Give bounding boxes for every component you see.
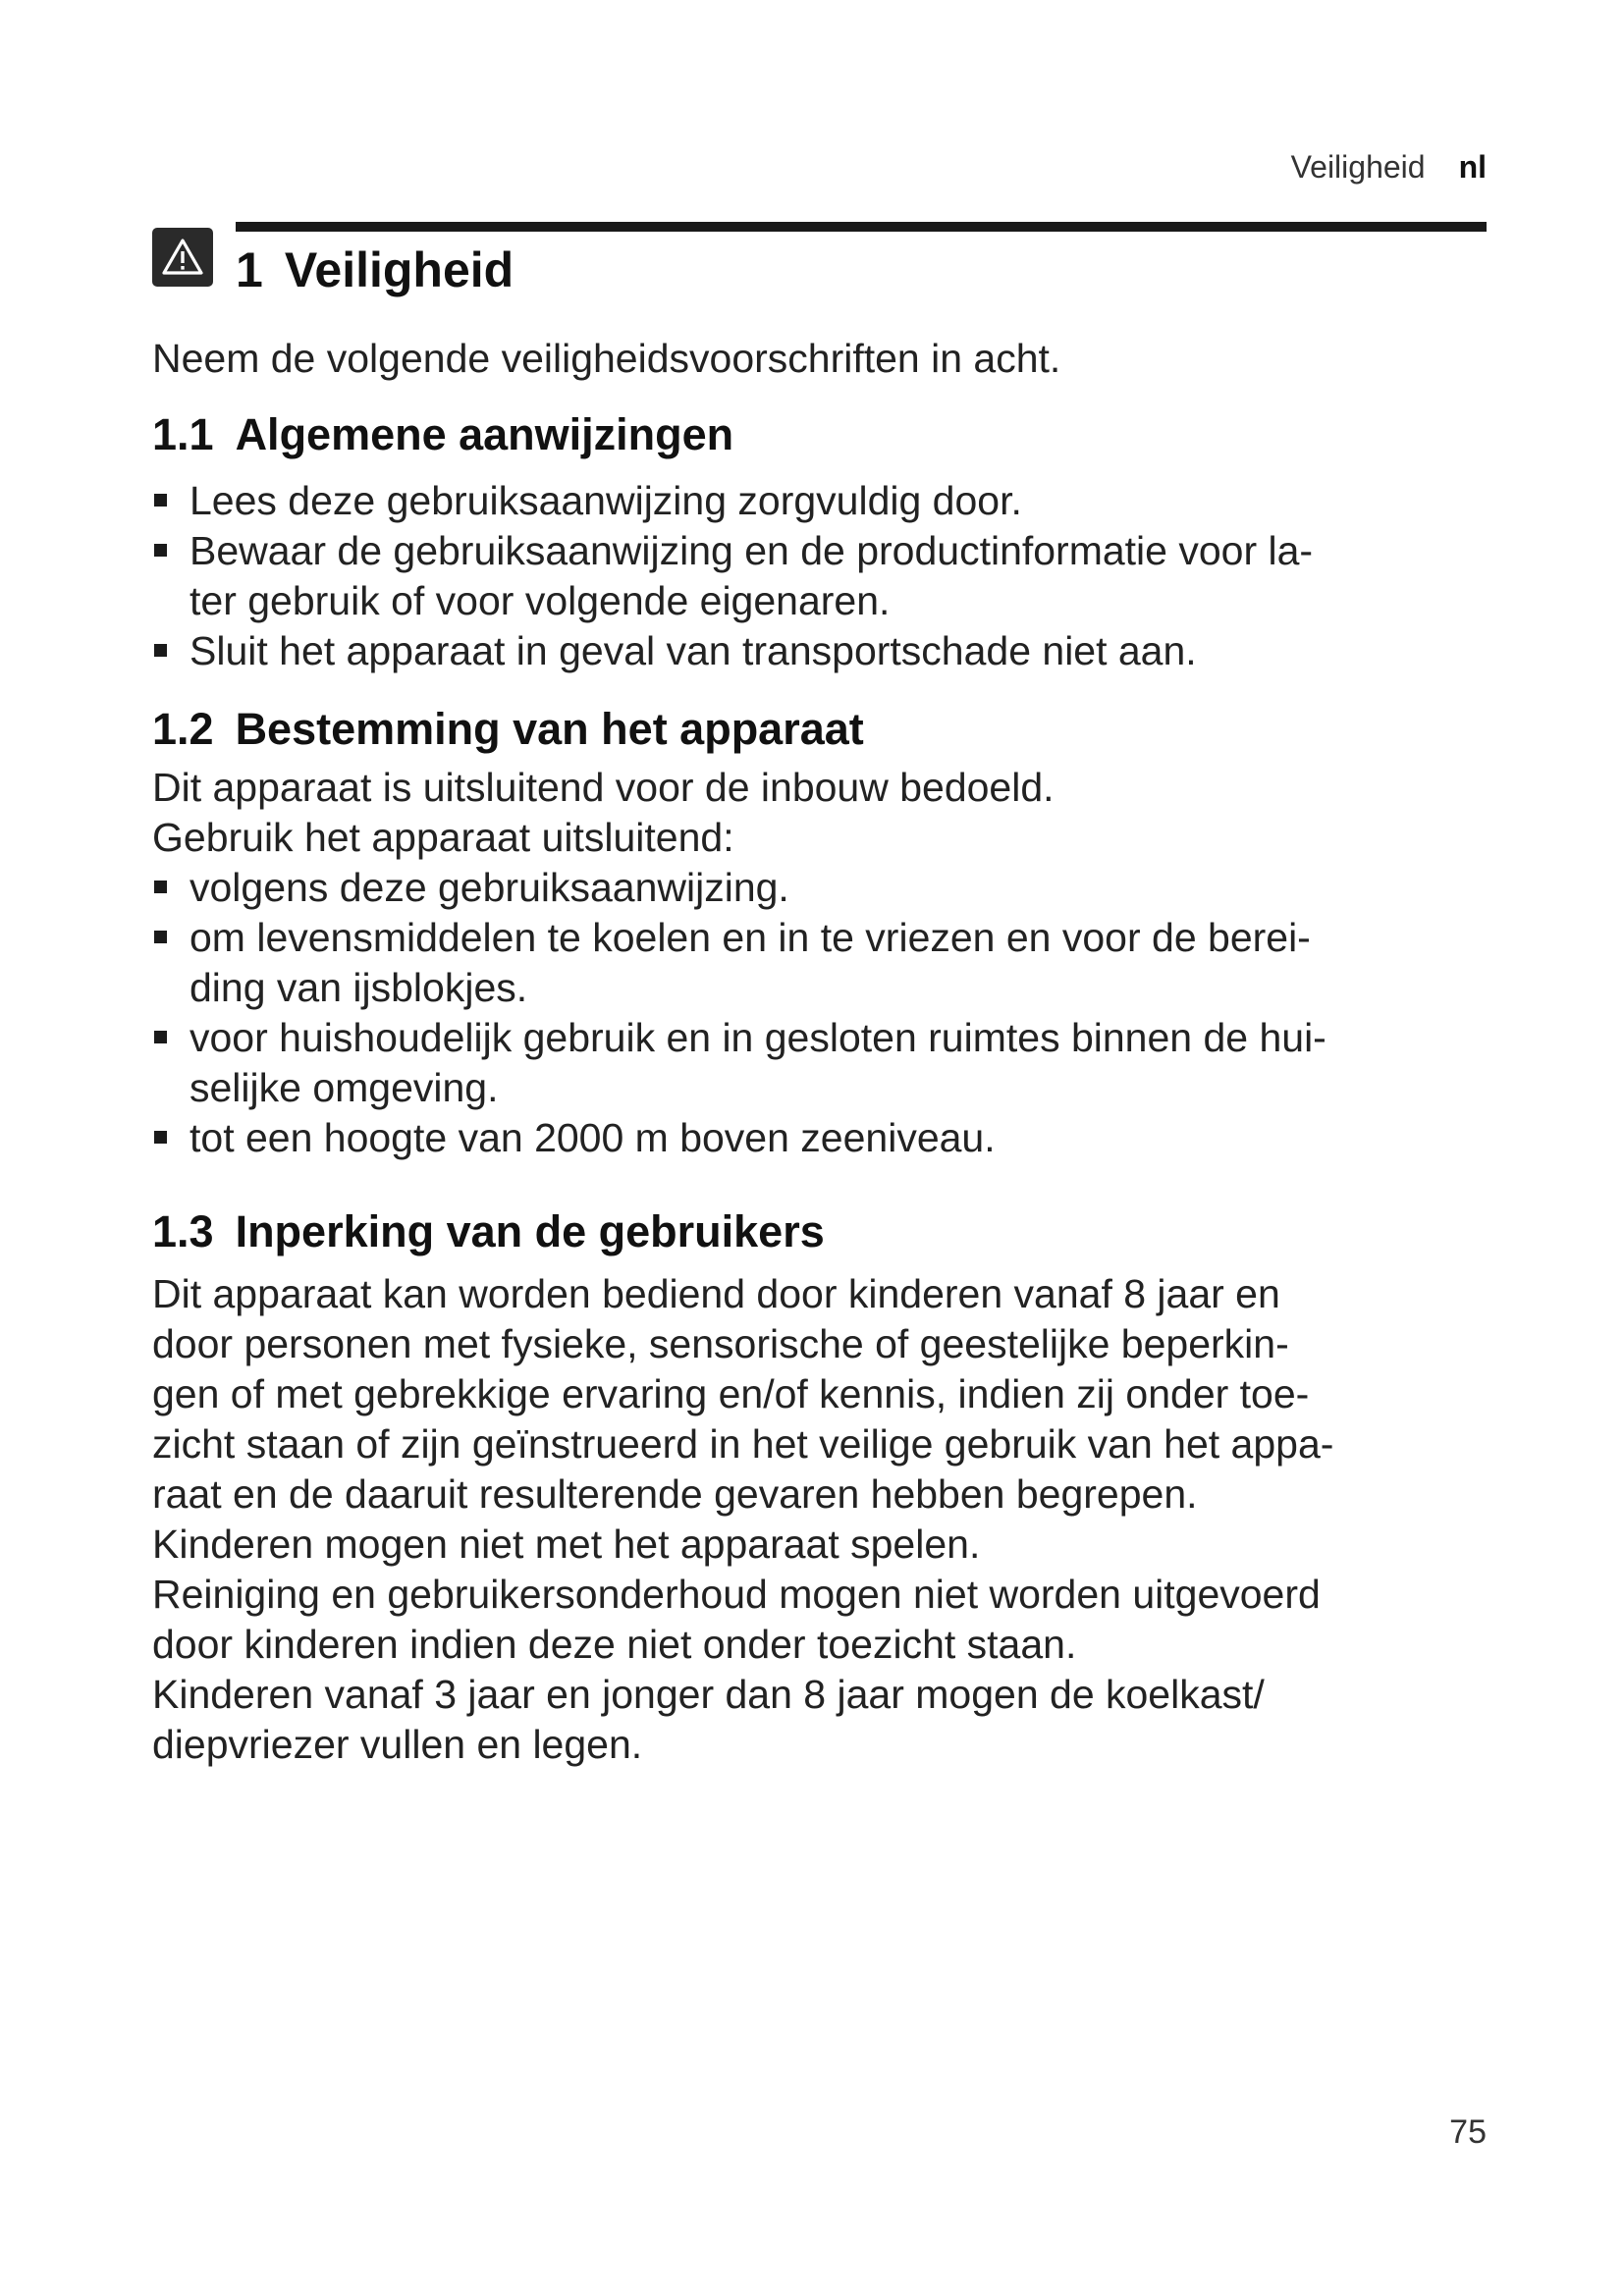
section-number: 1.2 [152, 704, 214, 754]
bullet-square-icon [154, 494, 167, 507]
paragraph-line: Reiniging en gebruikersonderhoud mogen niet worden uitgevoerd [152, 1572, 1321, 1617]
list-item [152, 913, 1517, 1013]
list-item-text: Bewaar de gebruiksaanwijzing en de productinformatie voor la- [189, 528, 1314, 573]
paragraph-line: raat en de daaruit resulterende gevaren hebben begrepen. [152, 1471, 1198, 1517]
paragraph-line: door kinderen indien deze niet onder toezicht staan. [152, 1622, 1077, 1667]
paragraph-line: Dit apparaat kan worden bediend door kinderen vanaf 8 jaar en [152, 1271, 1280, 1316]
chapter-title-text: Veiligheid [284, 242, 514, 297]
list-item-text: voor huishoudelijk gebruik en in gesloten ruimtes binnen de hui- [189, 1015, 1326, 1060]
intended-use-list [152, 863, 1517, 1163]
bullet-square-icon [154, 644, 167, 657]
list-item [152, 1113, 1517, 1163]
chapter-number: 1 [236, 242, 263, 297]
running-header [1291, 149, 1487, 186]
section-heading-1-2 [152, 700, 1517, 759]
paragraph: Gebruik het apparaat uitsluitend: [152, 815, 734, 860]
user-restrictions-text [152, 1269, 1517, 1770]
list-item-text: om levensmiddelen te koelen en in te vriezen en voor de berei- [189, 915, 1311, 960]
list-item-text: tot een hoogte van 2000 m boven zeeniveau. [189, 1115, 996, 1160]
section-title: Bestemming van het apparaat [235, 704, 864, 754]
page-content [152, 334, 1517, 1770]
section-title: Inperking van de gebruikers [235, 1206, 825, 1256]
paragraph: Dit apparaat is uitsluitend voor de inbouw bedoeld. [152, 765, 1055, 810]
list-item-text: Sluit het apparaat in geval van transportschade niet aan. [189, 628, 1197, 673]
list-item [152, 526, 1517, 626]
bullet-square-icon [154, 1031, 167, 1043]
section-heading-1-1 [152, 405, 1517, 464]
section-number: 1.1 [152, 409, 214, 459]
header-section-title: Veiligheid [1290, 149, 1426, 185]
list-item [152, 1013, 1517, 1113]
bullet-square-icon [154, 931, 167, 943]
list-item-text: Lees deze gebruiksaanwijzing zorgvuldig door. [189, 478, 1022, 523]
list-item [152, 476, 1517, 526]
paragraph-line: gen of met gebrekkige ervaring en/of kennis, indien zij onder toe- [152, 1371, 1310, 1416]
paragraph-line: zicht staan of zijn geïnstrueerd in het veilige gebruik van het appa- [152, 1421, 1334, 1467]
list-item-text: volgens deze gebruiksaanwijzing. [189, 865, 789, 910]
warning-triangle-icon [152, 228, 213, 287]
section-number: 1.3 [152, 1206, 214, 1256]
chapter-rule [236, 222, 1487, 232]
chapter-title [236, 241, 514, 298]
section-heading-1-3 [152, 1202, 1517, 1261]
paragraph-line: door personen met fysieke, sensorische of geestelijke beperkin- [152, 1321, 1289, 1366]
header-language-code: nl [1458, 149, 1487, 185]
bullet-square-icon [154, 1131, 167, 1144]
general-instructions-list [152, 476, 1517, 676]
bullet-square-icon [154, 881, 167, 893]
chapter-intro: Neem de volgende veiligheidsvoorschriften in acht. [152, 336, 1061, 381]
page-number: 75 [1449, 2113, 1487, 2151]
paragraph-line: Kinderen vanaf 3 jaar en jonger dan 8 jaar mogen de koelkast/ [152, 1672, 1265, 1717]
list-item [152, 626, 1517, 676]
list-item-text-continued: selijke omgeving. [189, 1065, 499, 1110]
list-item-text-continued: ter gebruik of voor volgende eigenaren. [189, 578, 891, 623]
paragraph-line: Kinderen mogen niet met het apparaat spelen. [152, 1522, 981, 1567]
section-title: Algemene aanwijzingen [235, 409, 734, 459]
bullet-square-icon [154, 544, 167, 557]
list-item [152, 863, 1517, 913]
list-item-text-continued: ding van ijsblokjes. [189, 965, 528, 1010]
paragraph-line: diepvriezer vullen en legen. [152, 1722, 643, 1767]
